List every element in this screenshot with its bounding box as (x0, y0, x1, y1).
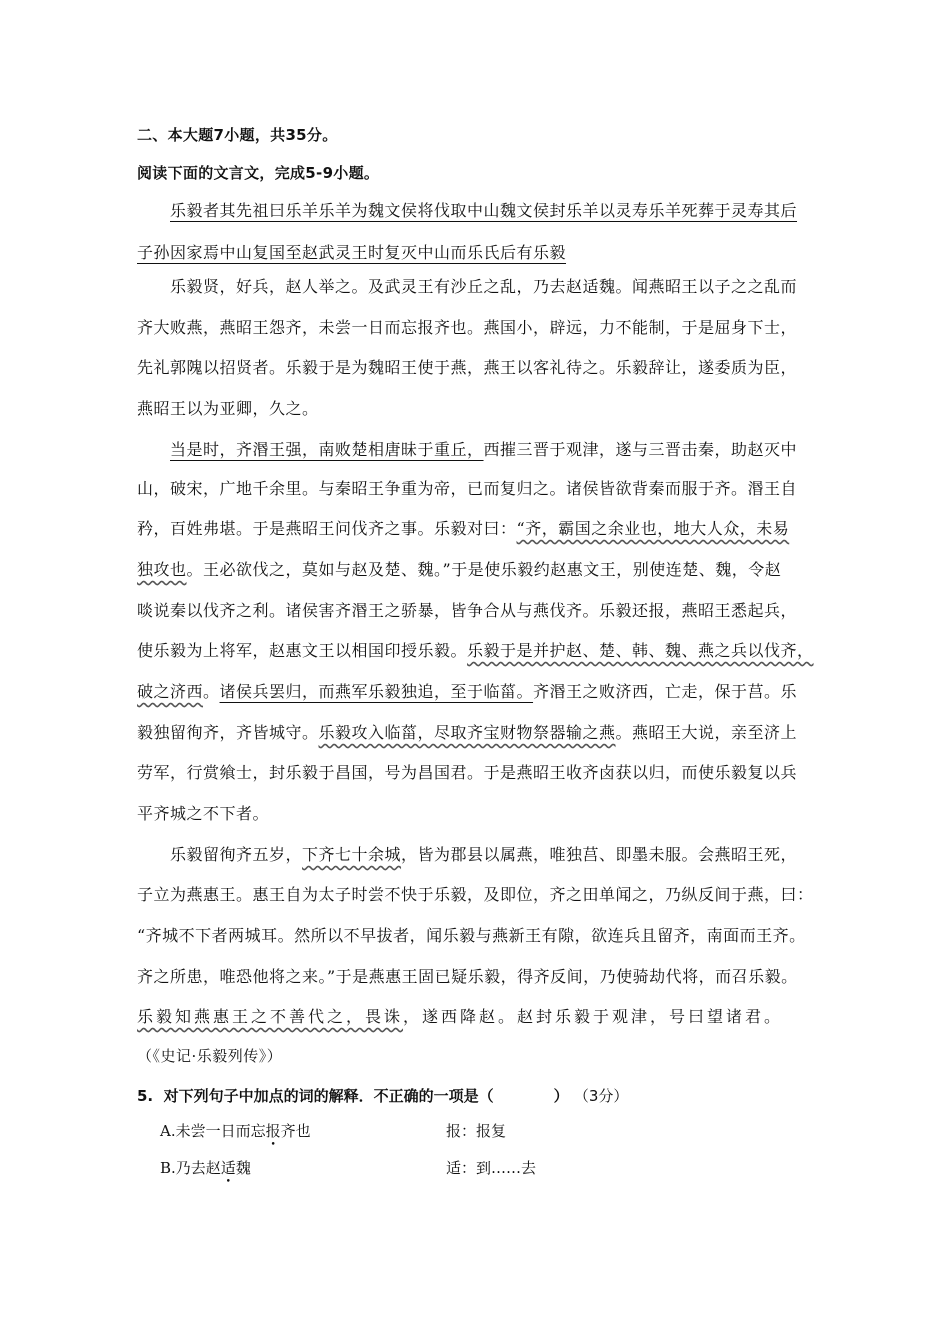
passage-line-17 (170, 842, 820, 865)
option-a (160, 1120, 311, 1141)
option-text: 魏 (235, 1159, 251, 1177)
option-text: B.乃去赵 (160, 1159, 221, 1177)
option-a-gloss: 报：报复 (446, 1122, 507, 1140)
text-span: ，皆为郡县以属燕，唯独莒、即墨未服。会燕昭王死， (401, 845, 798, 864)
passage-line-2: 子孙因家焉中山复国至赵武灵王时复灭中山而乐氏后有乐毅 (137, 243, 567, 262)
text-span: 。王必欲伐之，莫如与赵及楚、魏。”于是使乐毅约赵惠文王，别使连楚、魏，令赵 (186, 560, 782, 579)
passage-line-5: 先礼郭隗以招贤者。乐毅于是为魏昭王使于燕，燕王以客礼待之。乐毅辞让，遂委质为臣， (137, 358, 798, 377)
question-stem: 对下列句子中加点的词的解释．不正确的一项是（ ） (163, 1087, 569, 1105)
underlined-sentence: 诸侯兵罢归，而燕军乐毅独追，至于临菑。 (219, 682, 534, 701)
wavy-underlined-text: 乐毅知燕惠王之不善代之，畏诛 (137, 1007, 404, 1026)
wavy-underlined-text: 乐毅攻入临菑，尽取齐宝财物祭器输之燕 (318, 723, 616, 742)
passage-line-16: 平齐城之不下者。 (137, 804, 270, 823)
passage-line-6: 燕昭王以为亚卿，久之。 (137, 399, 319, 418)
dotted-word: 适 (220, 1159, 236, 1177)
wavy-underlined-text: 独攻也 (137, 560, 187, 579)
passage-line-20: 齐之所患，唯恐他将之来。”于是燕惠王固已疑乐毅，得齐反间，乃使骑劫代将，而召乐毅。 (137, 967, 798, 986)
passage-source: （《史记·乐毅列传》） (137, 1047, 283, 1065)
section-title: 二、本大题7小题，共35分。 (137, 126, 338, 144)
passage-line-13 (137, 679, 817, 702)
passage-line-10 (137, 557, 817, 580)
question-number: 5. (137, 1087, 154, 1105)
passage-line-14 (137, 720, 817, 743)
text-span: 。 (203, 682, 220, 701)
passage-line-9 (137, 516, 817, 539)
passage-line-11: 啖说秦以伐齐之利。诸侯害齐湣王之骄暴，皆争合从与燕伐齐。乐毅还报，燕昭王悉起兵， (137, 601, 798, 620)
text-span: ，遂西降赵。赵封乐毅于观津，号曰望诸君。 (403, 1007, 784, 1026)
question-points: （3分） (573, 1087, 629, 1105)
passage-line-15: 劳军，行赏飨士，封乐毅于昌国，号为昌国君。于是燕昭王收齐卤获以归，而使乐毅复以兵 (137, 763, 798, 782)
passage-line-18: 子立为燕惠王。惠王自为太子时尝不快于乐毅，及即位，齐之田单闻之，乃纵反间于燕，曰： (137, 885, 814, 904)
passage-line-7 (170, 437, 820, 460)
passage-line-19: “齐城不下者两城耳。然所以不早拔者，闻乐毅与燕新王有隙，欲连兵且留齐，南面而王齐。 (137, 926, 806, 945)
wavy-underlined-text: 乐毅于是并护赵、楚、韩、魏、燕之兵以伐齐， (467, 641, 814, 660)
wavy-underlined-text: “齐，霸国之余业也，地大人众，未易 (516, 519, 790, 538)
text-span: 矜，百姓弗堪。于是燕昭王问伐齐之事。乐毅对曰： (137, 519, 517, 538)
text-span: 毅独留徇齐，齐皆城守。 (137, 723, 319, 742)
passage-line-8: 山，破宋，广地千余里。与秦昭王争重为帝，已而复归之。诸侯皆欲背秦而服于齐。湣王自 (137, 479, 798, 498)
text-span: 乐毅留徇齐五岁， (170, 845, 303, 864)
wavy-underlined-text: 下齐七十余城 (302, 845, 402, 864)
text-span: 齐湣王之败济西，亡走，保于莒。乐 (533, 682, 798, 701)
option-b-gloss: 适：到……去 (446, 1159, 537, 1177)
dotted-word: 报 (265, 1122, 281, 1140)
underlined-sentence: 当是时，齐湣王强，南败楚相唐昧于重丘， (170, 440, 484, 459)
option-b (160, 1157, 251, 1178)
passage-line-21 (137, 1004, 817, 1027)
passage-line-1: 乐毅者其先祖曰乐羊乐羊为魏文侯将伐取中山魏文侯封乐羊以灵寿乐羊死葬于灵寿其后 (170, 201, 798, 220)
text-span: 西摧三晋于观津，遂与三晋击秦，助赵灭中 (483, 440, 798, 459)
section-instruction: 阅读下面的文言文，完成5-9小题。 (137, 164, 380, 182)
option-text: 齐也 (280, 1122, 311, 1140)
question-5 (137, 1085, 628, 1106)
passage-line-4: 齐大败燕，燕昭王怨齐，未尝一日而忘报齐也。燕国小，辟远，力不能制，于是屈身下士， (137, 318, 798, 337)
option-text: A.未尝一日而忘 (160, 1122, 266, 1140)
passage-line-3: 乐毅贤，好兵，赵人举之。及武灵王有沙丘之乱，乃去赵适魏。闻燕昭王以子之之乱而 (170, 277, 798, 296)
text-span: 使乐毅为上将军，赵惠文王以相国印授乐毅。 (137, 641, 468, 660)
wavy-underlined-text: 破之济西 (137, 682, 204, 701)
text-span: 。燕昭王大说，亲至济上 (615, 723, 798, 742)
passage-line-12 (137, 638, 817, 661)
